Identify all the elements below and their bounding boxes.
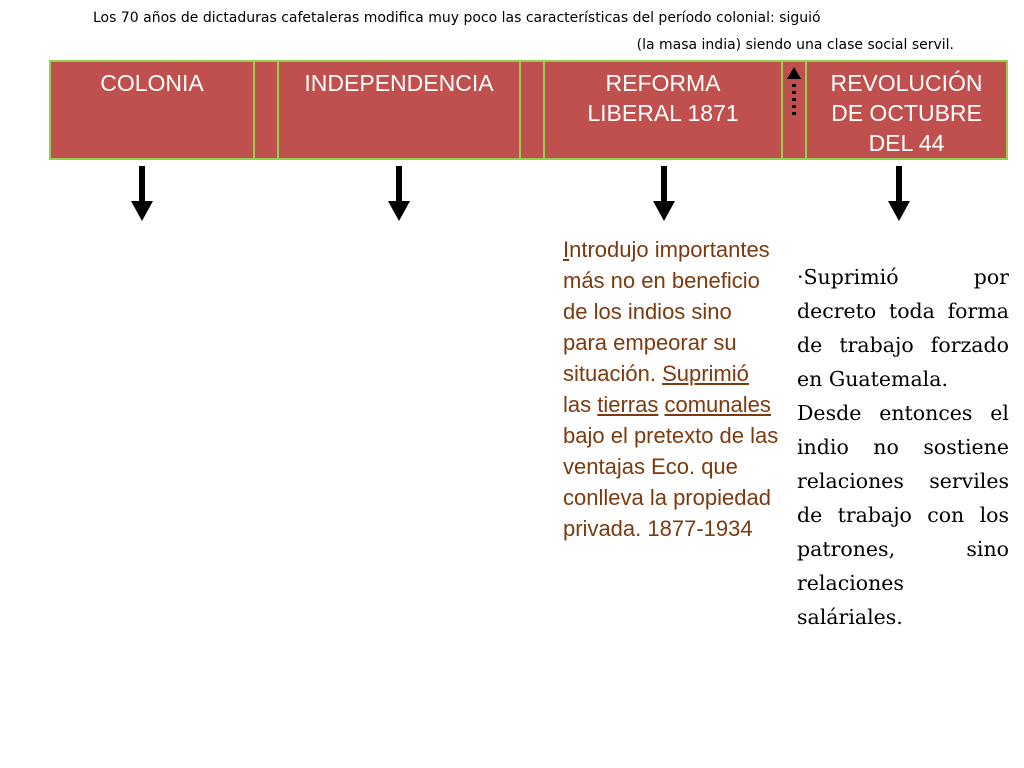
top-note-line-2: (la masa india) siendo una clase social servil. — [636, 37, 954, 53]
revolucion-paragraph-1: ·Suprimió por decreto toda forma de trabajo forzado en Guatemala. — [797, 265, 1009, 391]
reforma-word-comunales: comunales — [664, 392, 771, 417]
reforma-first-letter: I — [563, 237, 570, 262]
dotted-up-arrow-icon — [787, 67, 801, 118]
reforma-text-part-1: ntrodujo importantes más no en beneficio de los indios sino para empeorar su situación. — [563, 237, 770, 386]
period-reforma-label-1: REFORMA — [605, 70, 721, 96]
down-arrow-icon-colonia — [131, 166, 153, 221]
down-arrow-icon-reforma — [653, 166, 675, 221]
reforma-text-part-2: bajo el pretexto de las ventajas Eco. que conlleva la propiedad privada. — [563, 423, 779, 541]
period-independencia-label: INDEPENDENCIA — [304, 70, 494, 96]
down-arrow-icon-revolucion — [888, 166, 910, 221]
top-note-line-1: Los 70 años de dictaduras cafetaleras modifica muy poco las características del período colonial: siguió — [93, 10, 821, 26]
period-revolucion-label-1: REVOLUCIÓN — [830, 70, 983, 96]
period-colonia-label: COLONIA — [100, 70, 204, 96]
down-arrow-icon-independencia — [388, 166, 410, 221]
period-reforma-label-2: LIBERAL 1871 — [587, 100, 739, 126]
reforma-years: 1877-1934 — [647, 516, 753, 541]
reforma-word-las: las — [563, 392, 592, 417]
period-revolucion-label-2: DE OCTUBRE — [831, 100, 982, 126]
reforma-word-suprimio: Suprimió — [662, 361, 749, 386]
reforma-word-tierras: tierras — [597, 392, 659, 417]
period-revolucion-label-3: DEL 44 — [868, 130, 945, 156]
revolucion-paragraph-2: Desde entonces el indio no sostiene relaciones serviles de trabajo con los patrones, sino relaciones saláriales. — [797, 401, 1009, 629]
reforma-description — [563, 234, 779, 544]
revolucion-description — [797, 260, 1009, 634]
